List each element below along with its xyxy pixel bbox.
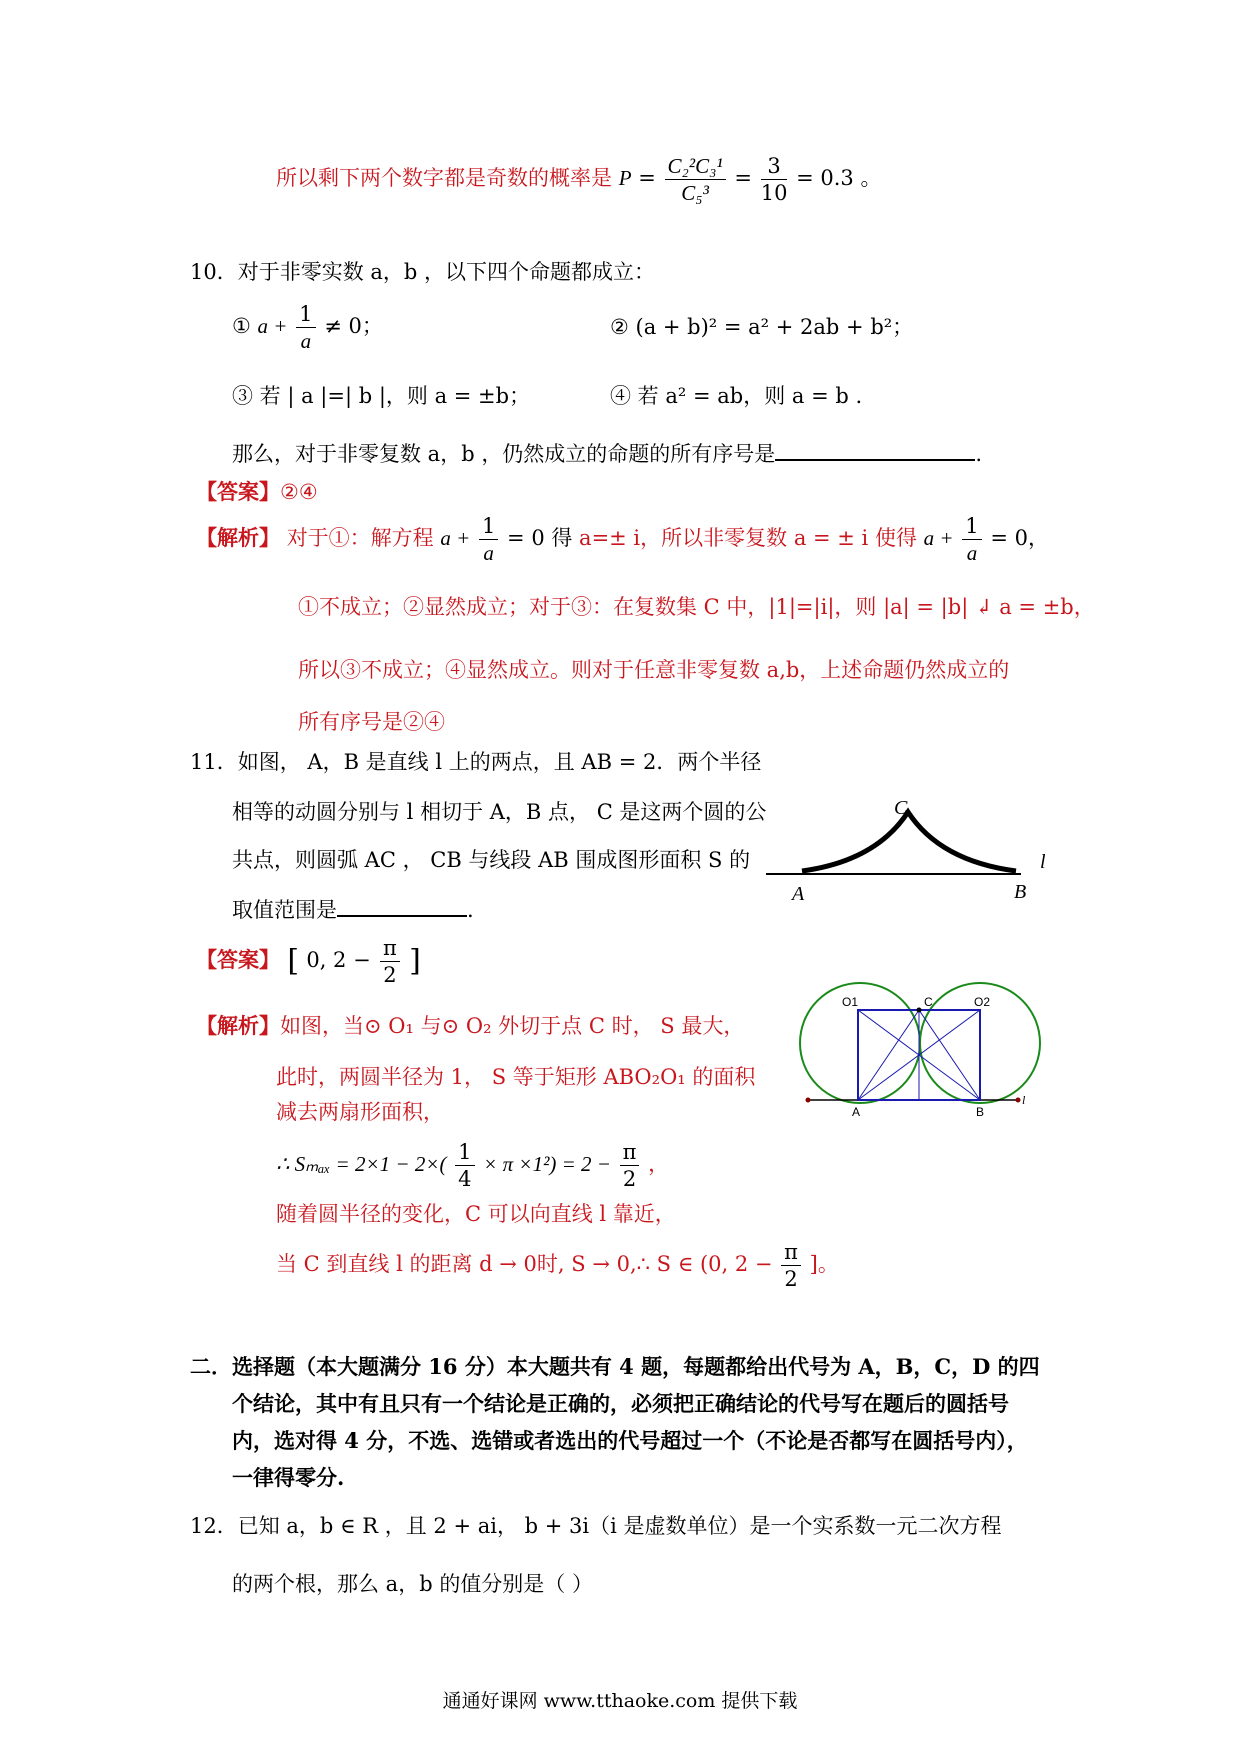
dot-right <box>1016 1098 1021 1103</box>
q11-number: 11． <box>190 750 238 774</box>
q10-question <box>232 440 982 468</box>
q11-answer-fraction <box>380 935 400 988</box>
q10-a-line1-mid: a=± i，所以非零复数 a = ± i 使得 <box>579 526 917 550</box>
q11-line-3: 共点，则圆弧 AC ， CB 与线段 AB 围成图形面积 S 的 <box>232 848 751 872</box>
q10-p1-frac-num: 1 <box>296 301 315 328</box>
q11-analysis-line-4 <box>276 1136 669 1192</box>
q10-a-eq2-post: = 0， <box>990 526 1049 550</box>
q10-a-eq-pre: a + <box>440 526 471 550</box>
q11-analysis-line-2: 此时，两圆半径为 1， S 等于矩形 ABO₂O₁ 的面积 <box>276 1065 756 1089</box>
q10-answer-line <box>196 478 318 506</box>
q10-a-fraction-1 <box>479 513 498 566</box>
q10-answer-tag: 【答案】 <box>196 479 280 504</box>
q11-analysis-line-1 <box>196 1012 744 1040</box>
fig1-label-l: l <box>1040 851 1046 873</box>
q10-stem: 对于非零实数 a，b ，以下四个命题都成立： <box>237 260 656 284</box>
prev-answer-p: P <box>618 166 632 190</box>
q11-s4-frac2-num: π <box>620 1139 640 1166</box>
q12-line-1 <box>190 1512 1002 1540</box>
q11-s6-frac-num: π <box>781 1239 801 1266</box>
q11-s6-end: ]。 <box>809 1252 839 1276</box>
q10-p1-tail: ≠ 0； <box>324 314 383 338</box>
q11-s4-fraction-1 <box>455 1139 474 1192</box>
fig2-label-a: A <box>852 1105 861 1119</box>
q10-question-text: 那么，对于非零复数 a，b ，仍然成立的命题的所有序号是 <box>232 442 776 466</box>
q10-p1-fraction <box>296 301 315 354</box>
q11-line4-text: 取值范围是 <box>232 898 337 922</box>
fig2-label-o1: O1 <box>842 995 859 1009</box>
frac2-num: 3 <box>761 153 788 180</box>
q11-s6-pre: 当 C 到直线 l 的距离 d → 0时, S → 0,∴ S ∈ (0, 2 − <box>276 1252 773 1276</box>
q10-prop-1 <box>232 300 383 354</box>
q11-line4-end: . <box>467 898 474 922</box>
arc-acb <box>802 812 1016 871</box>
q12-number: 12． <box>190 1514 238 1538</box>
q10-analysis-line-1 <box>196 512 1049 566</box>
page-footer: 通通好课网 www.tthaoke.com 提供下载 <box>442 1690 798 1712</box>
q11-s4-frac1-num: 1 <box>455 1139 474 1166</box>
q10-p1-label: ① <box>232 314 251 338</box>
seg-bc <box>919 1010 980 1100</box>
q11-analysis-line-3: 减去两扇形面积， <box>276 1100 444 1124</box>
q10-stem-line <box>190 258 655 286</box>
q11-line-4 <box>232 896 474 924</box>
q10-a-eq2-pre: a + <box>923 526 954 550</box>
q11-answer-tag: 【答案】 <box>196 947 280 972</box>
seg-ac <box>858 1010 919 1100</box>
fig1-label-a: A <box>792 883 805 905</box>
q11-line-1 <box>190 748 761 776</box>
fig2-label-c: C <box>924 995 933 1009</box>
prev-answer-result: = 0.3 。 <box>796 166 882 190</box>
q11-figure-cusp <box>766 796 1066 906</box>
fig1-label-c: C <box>894 797 908 819</box>
frac2-den: 10 <box>760 181 788 205</box>
q11-s4-mid: × π ×1²) = 2 − <box>483 1152 611 1176</box>
q11-line1-text: 如图， A，B 是直线 l 上的两点，且 AB = 2．两个半径 <box>237 750 762 774</box>
q11-s4-frac2-den: 2 <box>622 1167 637 1191</box>
q11-s4-pre: ∴ Sₘₐₓ = 2×1 − 2×( <box>276 1152 447 1176</box>
q11-analysis-line-6 <box>276 1236 839 1292</box>
q10-a-frac1-num: 1 <box>479 513 498 540</box>
q10-prop-2: ② (a + b)² = a² + 2ab + b²； <box>610 315 914 339</box>
q10-analysis-line-2: ①不成立；②显然成立；对于③：在复数集 C 中，|1|=|i|，则 |a| = |b| ↲ a = ±b， <box>298 595 1095 619</box>
q10-prop-3: ③ 若 | a |=| b |，则 a = ±b； <box>232 384 531 408</box>
dot-c <box>917 1008 922 1013</box>
q10-a-eq-post: = 0 得 <box>507 526 573 550</box>
q10-answer: ②④ <box>280 480 318 504</box>
q11-answer-frac-num: π <box>380 935 400 962</box>
q11-s6-fraction <box>781 1239 801 1292</box>
q11-s4-fraction-2 <box>620 1139 640 1192</box>
q11-figure-circles <box>796 970 1056 1120</box>
section-2-heading: 二．选择题（本大题满分 16 分）本大题共有 4 题，每题都给出代号为 A，B，C，D 的四个结论，其中有且只有一个结论是正确的，必须把正确结论的代号写在题后的圆括号内，选对得 4 分，不选、选错或者选出的代号超过一个（不论是否都写在圆括号内），一律得零分. <box>190 1354 1040 1490</box>
q11-s6-frac-den: 2 <box>784 1267 798 1291</box>
prev-answer-fraction-1 <box>665 153 726 206</box>
fig2-label-o2: O2 <box>974 995 991 1009</box>
fig2-label-b: B <box>976 1105 985 1119</box>
q10-analysis-tag: 【解析】 <box>196 525 280 550</box>
q11-s1: 如图，当⊙ O₁ 与⊙ O₂ 外切于点 C 时， S 最大， <box>280 1014 745 1038</box>
q10-a-frac2-num: 1 <box>962 513 981 540</box>
q10-answer-blank <box>775 459 975 461</box>
q11-answer-frac-den: 2 <box>383 963 397 987</box>
prev-answer-text: 所以剩下两个数字都是奇数的概率是 <box>276 166 612 190</box>
prev-answer-fraction-2 <box>761 153 788 206</box>
q10-prop-4: ④ 若 a² = ab，则 a = b . <box>610 384 863 408</box>
q10-a-frac2-den: a <box>966 541 978 565</box>
q11-s4-frac1-den: 4 <box>458 1167 472 1191</box>
fig1-label-b: B <box>1014 881 1027 903</box>
q10-number: 10． <box>190 260 238 284</box>
q11-answer-blank <box>337 915 467 917</box>
prev-answer-line: 所以剩下两个数字都是奇数的概率是 P = $\frac{\text{C₂²C₃¹}}{\text{C₅³}}$ = $\frac{3}{10}$ = 0.3 。 <box>276 154 882 205</box>
q10-p1-frac-den: a <box>300 329 312 353</box>
q12-line1-text: 已知 a，b ∈ R ，且 2 + ai， b + 3i（i 是虚数单位）是一个实系数一元二次方程 <box>237 1514 1002 1538</box>
q10-analysis-line-4: 所有序号是②④ <box>298 710 445 734</box>
q11-line-2: 相等的动圆分别与 l 相切于 A，B 点， C 是这两个圆的公 <box>232 800 767 824</box>
q10-p1-math: a + <box>257 314 288 338</box>
q11-s4-end: ， <box>648 1152 670 1176</box>
fig2-label-l: l <box>1022 1093 1026 1107</box>
q11-answer-line: 【答案】 [ 0, 2 − $\frac{\pi}{2}$ ] <box>196 936 421 987</box>
q10-a-frac1-den: a <box>483 541 494 565</box>
dot-left <box>806 1098 811 1103</box>
q11-answer-pre: 0, 2 − <box>306 948 371 972</box>
q11-analysis-tag: 【解析】 <box>196 1013 280 1038</box>
q10-a-line1-pre: 对于①：解方程 <box>286 526 434 550</box>
frac1-den: C₅³ <box>681 181 709 205</box>
q10-question-end: . <box>975 442 982 466</box>
q11-analysis-line-5: 随着圆半径的变化，C 可以向直线 l 靠近， <box>276 1202 676 1226</box>
q10-analysis-line-3: 所以③不成立；④显然成立。则对于任意非零复数 a,b，上述命题仍然成立的 <box>298 658 1010 682</box>
q10-a-fraction-2 <box>962 513 981 566</box>
q12-line-2: 的两个根，那么 a，b 的值分别是（ ） <box>232 1572 593 1596</box>
frac1-num: C₂²C₃¹ <box>665 153 726 180</box>
